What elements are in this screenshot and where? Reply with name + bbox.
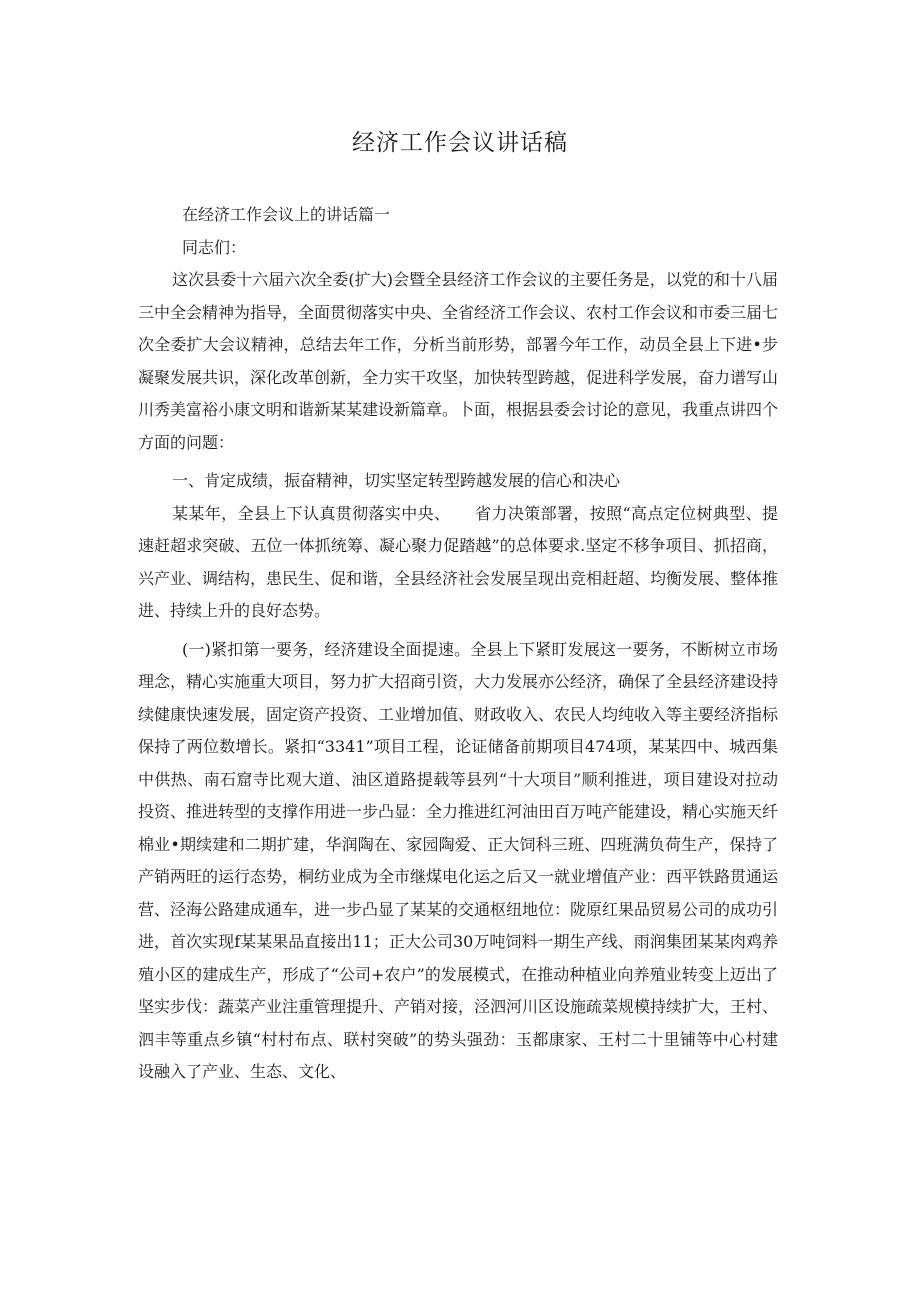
document-body xyxy=(138,199,778,1089)
paragraph-summary: 某某年，全县上下认真贯彻落实中央、 省力决策部署，按照“高点定位树典型、提速赶超求突破、五位一体抓统筹、凝心聚力促踏越”的总体要求.坚定不移争项目、抓招商，兴产业、调结构，患民生、促和谐，全县经济社会发展呈现出竞相赶超、均衡发展、整体推进、持续上升的良好态势。 xyxy=(138,503,779,620)
paragraph-economy: (一)紧扣第一要务，经济建设全面提速。全县上下紧盯发展这一要务，不断树立市场理念，精心实施重大项目，努力扩大招商引资，大力发展亦公经济，确保了全县经济建设持续健康快速发展，固定资产投资、工业增加值、财政收入、农民人均纯收入等主要经济指标保持了两位数增长。紧扣“3341”项目工程，论证储备前期项目474项，某某四中、城西集中供热、南石窟寺比观大道、油区道路提载等县列“十大项目”顺利推进，项目建设对拉动投资、推进转型的支撑作用进一步凸显：全力推进红河油田百万吨产能建设，精心实施天纤棉业•期续建和二期扩建，华润陶在、家园陶爱、正大饲科三班、四班满负荷生产，保持了产销两旺的运行态势，桐纺业成为全市继煤电化运之后又一就业增值产业：西平铁路贯通运营、泾海公路建成通车，进一步凸显了某某的交通枢纽地位：陇原红果品贸易公司的成功引进，首次实现f某某果品直接出11；正大公司30万吨饲料一期生产线、雨润集团某某肉鸡养殖小区的建成生产，形成了“公司+农户”的发展模式，在推动种植业向养殖业转变上迈出了坚实步伐：蔬菜产业注重管理提升、产销对接，泾泗河川区设施疏菜规模持续扩大，王村、泗丰等重点乡镇“村村布点、联村突破”的势头强劲：玉都康家、王村二十里铺等中心村建设融入了产业、生态、文化、 xyxy=(138,639,779,1081)
paragraph-heading-1: 一、肯定成绩，振奋精神，切实坚定转型跨越发展的信心和决心 xyxy=(172,471,621,490)
section-heading: 在经济工作会议上的讲话篇一 xyxy=(182,205,391,224)
salutation: 同志们： xyxy=(182,237,247,257)
paragraph-intro: 这次县委十六届六次全委(扩大)会暨全县经济工作会议的主要任务是，以党的和十八届三中全会精神为指导，全面贯彻落实中央、全省经济工作会议、农村工作会议和市委三届七次全委扩大会议精神，总结去年工作，分析当前形势，部署今年工作，动员全县上下进•步凝聚发展共识，深化改革创新，全力实干攻坚，加快转型跨越，促进科学发展，奋力谱写山川秀美富裕小康文明和谐新某某建设新篇章。卜面，根据县委会讨论的意见，我重点讲四个方面的问题： xyxy=(138,270,779,452)
document-title: 经济工作会议讲话稿 xyxy=(352,130,568,156)
